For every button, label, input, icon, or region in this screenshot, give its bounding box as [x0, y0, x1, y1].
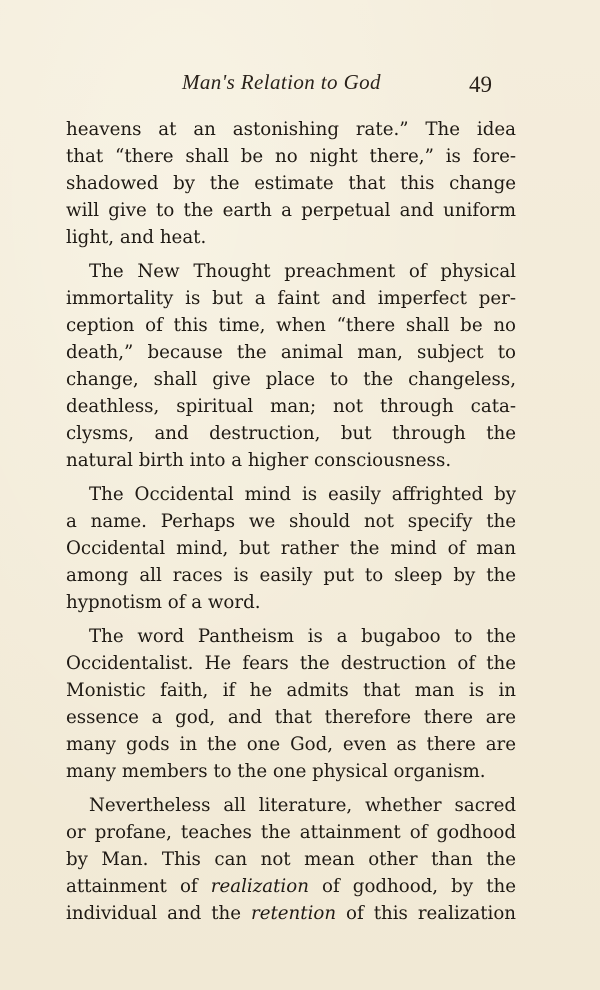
text-line-with-emphasis [66, 873, 516, 900]
emphasized-word: realization [210, 876, 309, 897]
text-line: death,” because the animal man, subject to [66, 342, 516, 363]
text-line: Nevertheless all literature, whether sacred [89, 795, 516, 816]
text-segment: individual and the [66, 903, 252, 924]
text-line: The New Thought preachment of physical [89, 261, 516, 282]
text-line: natural birth into a higher consciousness. [66, 450, 452, 471]
text-line: deathless, spiritual man; not through cata- [66, 396, 516, 417]
text-line: or profane, teaches the attainment of godhood [66, 822, 516, 843]
text-line: clysms, and destruction, but through the [66, 423, 516, 444]
text-line: many gods in the one God, even as there are [66, 734, 516, 755]
page-number: 49 [469, 72, 492, 97]
text-line: heavens at an astonishing rate.” The idea [66, 119, 516, 140]
text-line-with-emphasis [66, 900, 516, 927]
paragraph-1 [66, 116, 516, 251]
text-line: many members to the one physical organism. [66, 761, 486, 782]
paragraph-5 [66, 792, 516, 927]
text-line: by Man. This can not mean other than the [66, 849, 516, 870]
text-line: hypnotism of a word. [66, 592, 261, 613]
text-line: change, shall give place to the changeless, [66, 369, 516, 390]
text-line: Occidental mind, but rather the mind of man [66, 538, 516, 559]
text-line: immortality is but a faint and imperfect per- [66, 288, 516, 309]
text-segment: attainment of [66, 876, 211, 897]
text-line: will give to the earth a perpetual and uniform [66, 200, 516, 221]
running-title: Man's Relation to God [182, 70, 381, 94]
text-line: ception of this time, when “there shall be no [66, 315, 516, 336]
text-line: The Occidental mind is easily affrighted by [89, 484, 516, 505]
text-segment: of this realization [336, 903, 516, 924]
text-line: The word Pantheism is a bugaboo to the [89, 626, 516, 647]
emphasized-word: retention [251, 903, 337, 924]
paragraph-3 [66, 481, 516, 616]
text-line: shadowed by the estimate that this change [66, 173, 516, 194]
text-line: among all races is easily put to sleep by the [66, 565, 516, 586]
text-line: that “there shall be no night there,” is fore- [66, 146, 516, 167]
text-line: Monistic faith, if he admits that man is in [66, 680, 516, 701]
text-segment: of godhood, by the [308, 876, 516, 897]
paragraph-2 [66, 258, 516, 474]
text-line: light, and heat. [66, 227, 207, 248]
text-line: essence a god, and that therefore there are [66, 707, 516, 728]
text-line: Occidentalist. He fears the destruction of the [66, 653, 516, 674]
paragraph-4 [66, 623, 516, 785]
text-line: a name. Perhaps we should not specify the [66, 511, 516, 532]
body-text [66, 116, 516, 934]
running-head [0, 66, 600, 102]
